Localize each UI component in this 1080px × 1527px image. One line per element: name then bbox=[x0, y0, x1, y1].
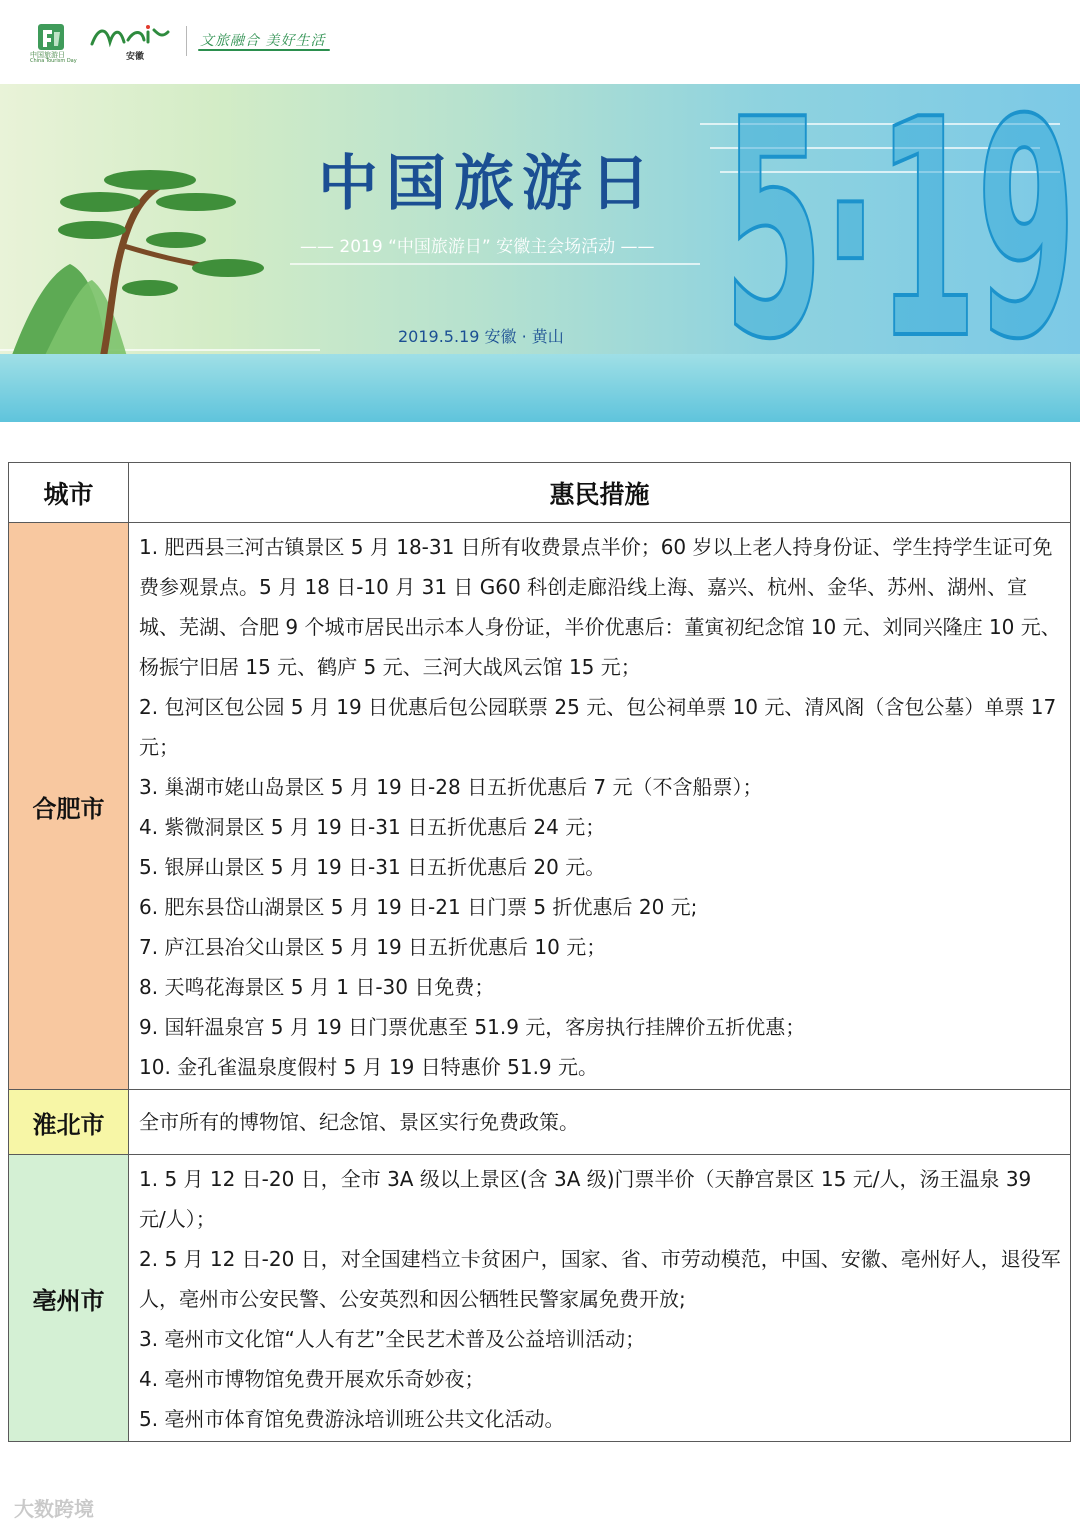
logo-caption-en: China Tourism Day bbox=[30, 58, 77, 64]
table-header-row bbox=[9, 463, 1071, 523]
table-row bbox=[9, 1155, 1071, 1442]
list-item: 10. 金孔雀温泉度假村 5 月 19 日特惠价 51.9 元。 bbox=[139, 1055, 599, 1079]
list-item: 4. 紫微洞景区 5 月 19 日-31 日五折优惠后 24 元； bbox=[139, 815, 606, 839]
header-measures: 惠民措施 bbox=[129, 463, 1071, 523]
city-cell: 合肥市 bbox=[9, 523, 129, 1090]
list-item: 5. 银屏山景区 5 月 19 日-31 日五折优惠后 20 元。 bbox=[139, 855, 606, 879]
table-row bbox=[9, 1090, 1071, 1155]
list-item: 3. 亳州市文化馆“人人有艺”全民艺术普及公益培训活动； bbox=[139, 1327, 646, 1351]
list-item: 2. 包河区包公园 5 月 19 日优惠后包公园联票 25 元、包公祠单票 10 元、清风阁（含包公墓）单票 17 元； bbox=[139, 695, 1057, 759]
city-cell: 亳州市 bbox=[9, 1155, 129, 1442]
list-item: 2. 5 月 12 日-20 日，对全国建档立卡贫困户，国家、省、市劳动模范，中国、安徽、亳州好人，退役军人，亳州市公安民警、公安英烈和因公牺牲民警家属免费开放; bbox=[139, 1247, 1061, 1311]
measures-cell bbox=[129, 1090, 1071, 1155]
list-item: 1. 肥西县三河古镇景区 5 月 18-31 日所有收费景点半价；60 岁以上老人持身份证、学生持学生证可免费参观景点。5 月 18 日-10 月 31 日 G60 科创走廊沿线上海、嘉兴、杭州、金华、苏州、湖州、宣城、芜湖、合肥 9 个城市居民出示本人身份证，半价优惠后：董寅初纪念馆 10 元、刘同兴隆庄 10 元、杨振宁旧居 15 元、鹤庐 5 元、三河大战风云馆 15 元； bbox=[139, 535, 1061, 679]
measures-cell bbox=[129, 1155, 1071, 1442]
big-date-text: 5·19 bbox=[724, 64, 1076, 364]
slogan: 文旅融合 美好生活 bbox=[200, 33, 326, 49]
header-city: 城市 bbox=[9, 463, 129, 523]
big-date-graphic bbox=[720, 64, 1080, 364]
banner-subtitle: —— 2019 “中国旅游日” 安徽主会场活动 —— bbox=[300, 237, 655, 257]
city-cell: 淮北市 bbox=[9, 1090, 129, 1155]
list-item: 7. 庐江县冶父山景区 5 月 19 日五折优惠后 10 元； bbox=[139, 935, 607, 959]
list-item: 4. 亳州市博物馆免费开展欢乐奇妙夜； bbox=[139, 1367, 485, 1391]
list-item: 3. 巢湖市姥山岛景区 5 月 19 日-28 日五折优惠后 7 元（不含船票）； bbox=[139, 775, 763, 799]
list-item: 1. 5 月 12 日-20 日，全市 3A 级以上景区(含 3A 级)门票半价（天静宫景区 15 元/人，汤王温泉 39 元/人）； bbox=[139, 1167, 1032, 1231]
list-item: 全市所有的博物馆、纪念馆、景区实行免费政策。 bbox=[139, 1110, 579, 1134]
list-item: 9. 国轩温泉宫 5 月 19 日门票优惠至 51.9 元，客房执行挂牌价五折优惠； bbox=[139, 1015, 806, 1039]
list-item: 5. 亳州市体育馆免费游泳培训班公共文化活动。 bbox=[139, 1407, 565, 1431]
header-logo-strip bbox=[0, 0, 700, 80]
benefits-table bbox=[8, 462, 1071, 1442]
list-item: 6. 肥东县岱山湖景区 5 月 19 日-21 日门票 5 折优惠后 20 元; bbox=[139, 895, 698, 919]
slogan-underline bbox=[198, 49, 330, 51]
banner bbox=[0, 64, 1080, 422]
banner-water bbox=[0, 354, 1080, 422]
anhui-logo-subtitle: 安徽 bbox=[126, 52, 145, 62]
banner-title: 中国旅游日 bbox=[318, 149, 658, 219]
banner-date: 2019.5.19 安徽 · 黄山 bbox=[398, 327, 564, 346]
watermark: 大数跨境 bbox=[14, 1497, 94, 1521]
table-row bbox=[9, 523, 1071, 1090]
list-item: 8. 天鸣花海景区 5 月 1 日-30 日免费； bbox=[139, 975, 495, 999]
logo-divider bbox=[186, 26, 187, 56]
measures-cell bbox=[129, 523, 1071, 1090]
logo-caption: 中国旅游日 bbox=[30, 51, 65, 59]
